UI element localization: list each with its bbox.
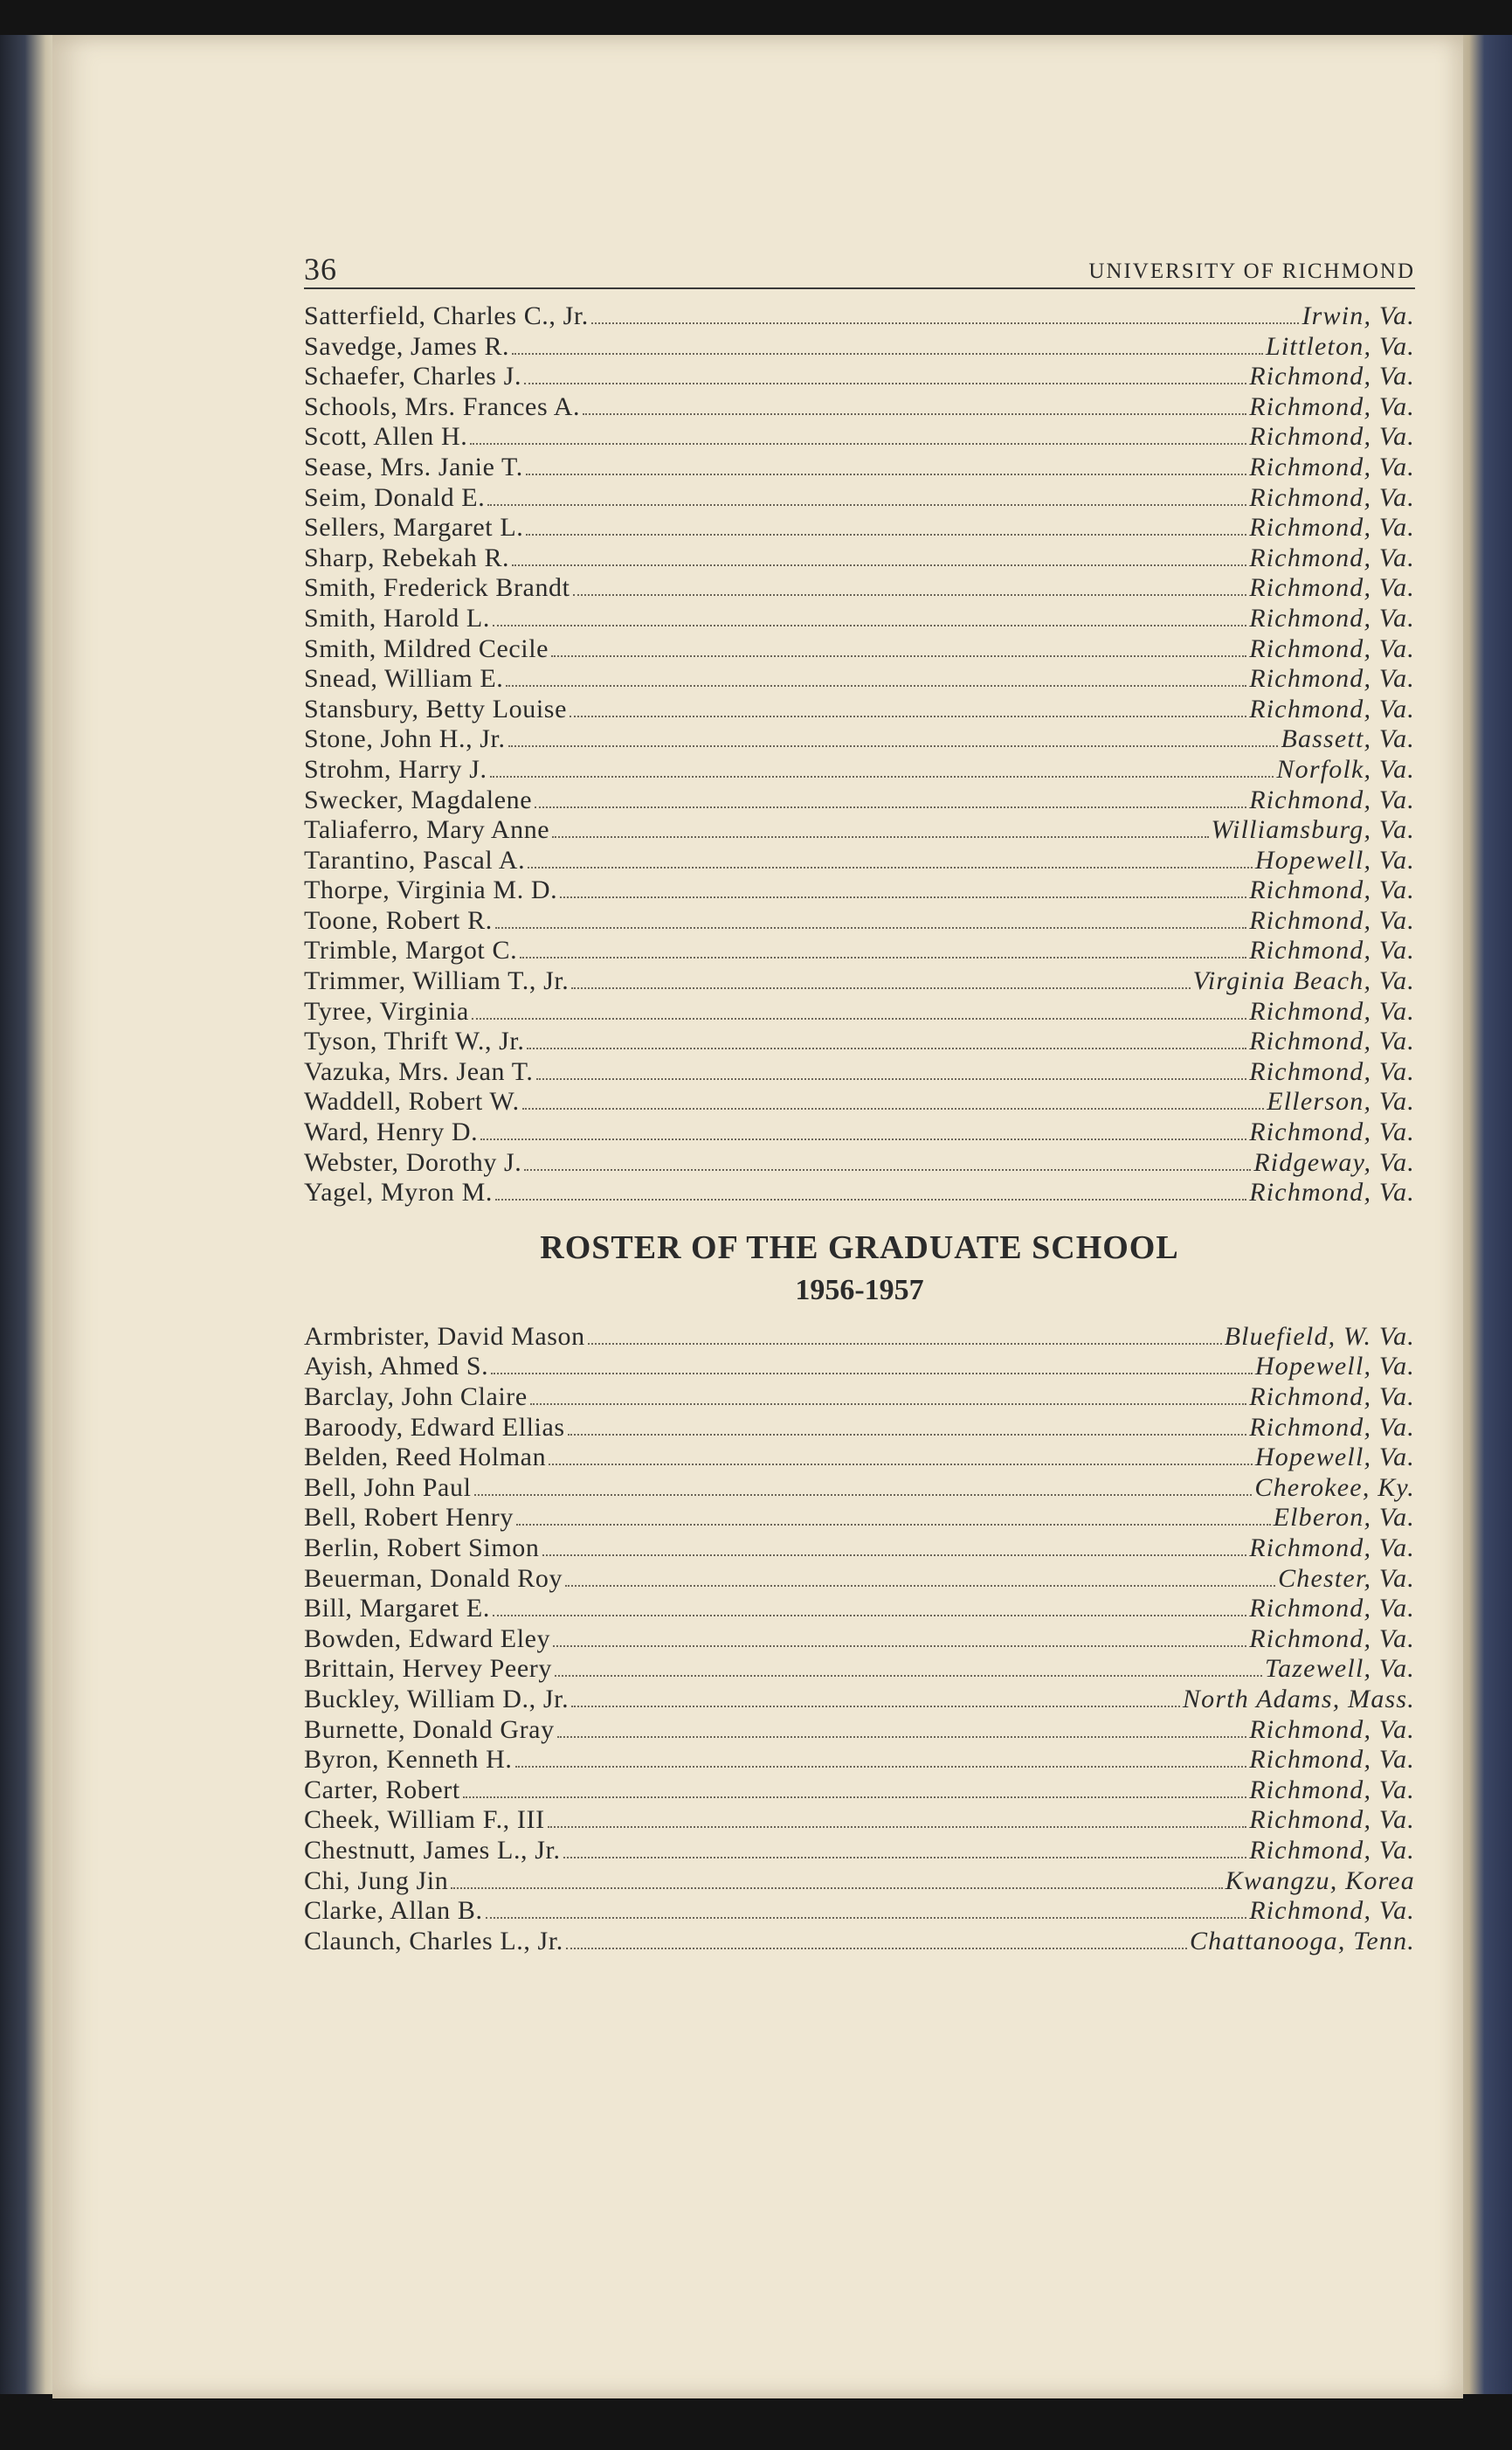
graduate-roster-list <box>304 1322 1415 1956</box>
roster-entry <box>304 1896 1415 1927</box>
entry-name: Smith, Mildred Cecile <box>304 633 549 663</box>
dot-leader <box>520 957 1246 959</box>
roster-entry <box>304 1866 1415 1897</box>
entry-hometown: Richmond, Va. <box>1249 1412 1415 1442</box>
entry-hometown: Richmond, Va. <box>1249 1896 1415 1926</box>
dot-leader <box>493 1615 1246 1616</box>
entry-name: Sease, Mrs. Janie T. <box>304 452 523 481</box>
section-heading: ROSTER OF THE GRADUATE SCHOOL <box>540 1228 1179 1266</box>
entry-hometown: Richmond, Va. <box>1249 875 1415 905</box>
roster-entry <box>304 1836 1415 1866</box>
entry-hometown: Richmond, Va. <box>1249 1382 1415 1411</box>
entry-name: Seim, Donald E. <box>304 482 486 512</box>
entry-hometown: Richmond, Va. <box>1249 633 1415 663</box>
dot-leader <box>591 322 1300 324</box>
entry-name: Buckley, William D., Jr. <box>304 1684 570 1713</box>
entry-name: Brittain, Hervey Peery <box>304 1654 552 1684</box>
roster-entry <box>304 1352 1415 1382</box>
roster-entry <box>304 846 1415 876</box>
section-year: 1956-1957 <box>795 1273 924 1306</box>
entry-hometown: Richmond, Va. <box>1249 543 1415 572</box>
dot-leader <box>490 776 1274 778</box>
entry-hometown: Richmond, Va. <box>1249 573 1415 603</box>
entry-name: Schools, Mrs. Frances A. <box>304 391 581 421</box>
entry-hometown: Richmond, Va. <box>1249 1056 1415 1086</box>
entry-hometown: Hopewell, Va. <box>1254 1443 1415 1472</box>
entry-hometown: Richmond, Va. <box>1249 452 1415 481</box>
dot-leader <box>506 685 1246 687</box>
entry-name: Strohm, Harry J. <box>304 754 487 784</box>
entry-name: Sellers, Margaret L. <box>304 513 524 543</box>
roster-entry <box>304 422 1415 453</box>
roster-entry <box>304 453 1415 483</box>
dot-leader <box>493 625 1246 626</box>
dot-leader <box>451 1887 1222 1889</box>
entry-hometown: Richmond, Va. <box>1249 603 1415 633</box>
entry-hometown: Richmond, Va. <box>1249 936 1415 965</box>
dot-leader <box>588 1343 1222 1345</box>
dot-leader <box>470 443 1246 445</box>
entry-name: Stone, John H., Jr. <box>304 724 506 754</box>
dot-leader <box>526 474 1246 475</box>
roster-entry <box>304 1624 1415 1655</box>
roster-entry <box>304 997 1415 1028</box>
dot-leader <box>571 1706 1180 1707</box>
entry-name: Claunch, Charles L., Jr. <box>304 1926 563 1955</box>
entry-hometown: Richmond, Va. <box>1249 694 1415 723</box>
entry-hometown: Tazewell, Va. <box>1264 1654 1415 1684</box>
dot-leader <box>566 1948 1187 1949</box>
entry-hometown: Hopewell, Va. <box>1254 1352 1415 1381</box>
dot-leader <box>549 1464 1253 1465</box>
entry-hometown: Chattanooga, Tenn. <box>1189 1926 1415 1955</box>
dot-leader <box>480 1138 1246 1140</box>
roster-entry <box>304 1473 1415 1504</box>
roster-entry <box>304 604 1415 634</box>
entry-name: Bowden, Edward Eley <box>304 1623 551 1653</box>
dot-leader <box>474 1494 1253 1496</box>
dot-leader <box>563 1857 1247 1858</box>
entry-name: Belden, Reed Holman <box>304 1443 547 1472</box>
roster-entry <box>304 815 1415 846</box>
entry-hometown: Ridgeway, Va. <box>1253 1147 1415 1177</box>
entry-hometown: Richmond, Va. <box>1249 513 1415 543</box>
roster-entry <box>304 786 1415 816</box>
dot-leader <box>557 1736 1247 1738</box>
dot-leader <box>491 1373 1253 1374</box>
entry-name: Trimmer, William T., Jr. <box>304 966 570 996</box>
dot-leader <box>535 806 1246 808</box>
entry-name: Baroody, Edward Ellias <box>304 1412 565 1442</box>
entry-name: Berlin, Robert Simon <box>304 1533 540 1562</box>
entry-hometown: Richmond, Va. <box>1249 1775 1415 1804</box>
entry-hometown: Richmond, Va. <box>1249 1178 1415 1208</box>
entry-name: Burnette, Donald Gray <box>304 1714 555 1744</box>
dot-leader <box>463 1796 1246 1798</box>
dot-leader <box>512 564 1246 566</box>
entry-name: Bell, John Paul <box>304 1472 472 1502</box>
roster-entry <box>304 1594 1415 1624</box>
dot-leader <box>486 1917 1247 1919</box>
entry-hometown: Virginia Beach, Va. <box>1192 966 1415 996</box>
entry-hometown: Chester, Va. <box>1278 1563 1415 1593</box>
dot-leader <box>527 1048 1246 1049</box>
dot-leader <box>530 1403 1246 1405</box>
entry-hometown: Richmond, Va. <box>1249 996 1415 1026</box>
roster-entry <box>304 483 1415 514</box>
entry-name: Sharp, Rebekah R. <box>304 543 510 572</box>
entry-hometown: Williamsburg, Va. <box>1211 815 1415 845</box>
entry-name: Bill, Margaret E. <box>304 1594 490 1623</box>
roster-entry <box>304 543 1415 574</box>
entry-hometown: Hopewell, Va. <box>1254 845 1415 875</box>
roster-entry <box>304 1745 1415 1775</box>
entry-name: Thorpe, Virginia M. D. <box>304 875 558 905</box>
entry-name: Barclay, John Claire <box>304 1382 528 1411</box>
entry-name: Chestnutt, James L., Jr. <box>304 1835 561 1865</box>
dot-leader <box>548 1826 1247 1828</box>
entry-hometown: Richmond, Va. <box>1249 1027 1415 1056</box>
entry-name: Armbrister, David Mason <box>304 1321 585 1351</box>
roster-entry <box>304 1503 1415 1533</box>
entry-hometown: Richmond, Va. <box>1249 1623 1415 1653</box>
roster-entry <box>304 392 1415 423</box>
entry-name: Scott, Allen H. <box>304 422 468 452</box>
dot-leader <box>560 896 1246 898</box>
entry-hometown: Elberon, Va. <box>1273 1503 1415 1533</box>
roster-entry <box>304 755 1415 786</box>
dot-leader <box>528 867 1253 869</box>
roster-entry <box>304 1322 1415 1353</box>
dot-leader <box>487 504 1246 506</box>
roster-entry <box>304 362 1415 392</box>
entry-hometown: Richmond, Va. <box>1249 664 1415 694</box>
roster-entry <box>304 1685 1415 1715</box>
entry-name: Tyson, Thrift W., Jr. <box>304 1027 525 1056</box>
dot-leader <box>552 836 1208 838</box>
roster-entry <box>304 1533 1415 1564</box>
roster-entry <box>304 1118 1415 1148</box>
entry-name: Ward, Henry D. <box>304 1118 479 1147</box>
roster-entry <box>304 1775 1415 1806</box>
dot-leader <box>570 716 1246 717</box>
dot-leader <box>472 1018 1246 1020</box>
entry-name: Yagel, Myron M. <box>304 1178 493 1208</box>
page-content <box>304 240 1415 1956</box>
entry-hometown: Richmond, Va. <box>1249 362 1415 391</box>
roster-entry <box>304 1564 1415 1595</box>
entry-name: Savedge, James R. <box>304 331 510 361</box>
entry-hometown: Richmond, Va. <box>1249 422 1415 452</box>
entry-name: Tarantino, Pascal A. <box>304 845 526 875</box>
dot-leader <box>551 655 1246 657</box>
entry-hometown: Littleton, Va. <box>1266 331 1415 361</box>
roster-entry <box>304 1382 1415 1413</box>
roster-entry <box>304 1413 1415 1443</box>
roster-entry <box>304 1027 1415 1057</box>
dot-leader <box>568 1434 1247 1436</box>
roster-entry <box>304 1443 1415 1473</box>
dot-leader <box>542 1554 1247 1556</box>
dot-leader <box>571 987 1190 989</box>
dot-leader <box>583 413 1246 415</box>
entry-hometown: Richmond, Va. <box>1249 1835 1415 1865</box>
entry-hometown: Norfolk, Va. <box>1276 754 1415 784</box>
entry-hometown: Richmond, Va. <box>1249 785 1415 814</box>
roster-entry <box>304 1178 1415 1208</box>
entry-name: Chi, Jung Jin <box>304 1865 449 1895</box>
entry-name: Byron, Kenneth H. <box>304 1745 513 1775</box>
entry-name: Vazuka, Mrs. Jean T. <box>304 1056 534 1086</box>
entry-name: Tyree, Virginia <box>304 996 469 1026</box>
dot-leader <box>522 1108 1265 1110</box>
roster-entry <box>304 332 1415 363</box>
page-number: 36 <box>304 252 337 287</box>
entry-name: Trimble, Margot C. <box>304 936 518 965</box>
student-roster-list <box>304 301 1415 1208</box>
roster-entry <box>304 695 1415 725</box>
entry-hometown: Richmond, Va. <box>1249 1118 1415 1147</box>
roster-entry <box>304 906 1415 937</box>
entry-hometown: Irwin, Va. <box>1301 301 1415 330</box>
roster-entry <box>304 1715 1415 1746</box>
dot-leader <box>565 1585 1275 1587</box>
entry-name: Stansbury, Betty Louise <box>304 694 567 723</box>
entry-name: Toone, Robert R. <box>304 905 493 935</box>
roster-entry <box>304 875 1415 906</box>
roster-entry <box>304 936 1415 966</box>
entry-name: Bell, Robert Henry <box>304 1503 514 1533</box>
entry-name: Webster, Dorothy J. <box>304 1147 522 1177</box>
entry-hometown: Richmond, Va. <box>1249 1714 1415 1744</box>
dot-leader <box>526 534 1246 536</box>
dot-leader <box>508 745 1279 747</box>
entry-name: Schaefer, Charles J. <box>304 362 522 391</box>
entry-hometown: Richmond, Va. <box>1249 1805 1415 1835</box>
entry-name: Satterfield, Charles C., Jr. <box>304 301 589 330</box>
entry-name: Swecker, Magdalene <box>304 785 533 814</box>
entry-hometown: Bassett, Va. <box>1281 724 1415 754</box>
entry-name: Clarke, Allan B. <box>304 1896 483 1926</box>
entry-hometown: Richmond, Va. <box>1249 1533 1415 1562</box>
running-title: UNIVERSITY OF RICHMOND <box>1088 260 1415 283</box>
roster-entry <box>304 1654 1415 1685</box>
entry-hometown: Ellerson, Va. <box>1267 1087 1415 1117</box>
entry-hometown: Bluefield, W. Va. <box>1224 1321 1415 1351</box>
roster-entry <box>304 634 1415 665</box>
entry-name: Cheek, William F., III <box>304 1805 545 1835</box>
entry-name: Smith, Frederick Brandt <box>304 573 570 603</box>
entry-name: Ayish, Ahmed S. <box>304 1352 489 1381</box>
running-header <box>304 240 1415 289</box>
entry-name: Taliaferro, Mary Anne <box>304 815 550 845</box>
roster-entry <box>304 573 1415 604</box>
dot-leader <box>573 594 1247 596</box>
entry-hometown: Richmond, Va. <box>1249 905 1415 935</box>
entry-hometown: Richmond, Va. <box>1249 1745 1415 1775</box>
entry-name: Carter, Robert <box>304 1775 460 1804</box>
dot-leader <box>555 1675 1262 1677</box>
dot-leader <box>515 1766 1247 1768</box>
dot-leader <box>553 1645 1246 1647</box>
entry-hometown: Richmond, Va. <box>1249 1594 1415 1623</box>
roster-entry <box>304 1148 1415 1179</box>
dot-leader <box>495 927 1246 929</box>
roster-entry <box>304 664 1415 695</box>
roster-entry <box>304 1087 1415 1118</box>
dot-leader <box>536 1078 1247 1080</box>
entry-name: Snead, William E. <box>304 664 504 694</box>
entry-name: Beuerman, Donald Roy <box>304 1563 563 1593</box>
entry-hometown: North Adams, Mass. <box>1182 1684 1415 1713</box>
roster-entry <box>304 1805 1415 1836</box>
dot-leader <box>516 1524 1271 1526</box>
entry-hometown: Richmond, Va. <box>1249 482 1415 512</box>
roster-entry <box>304 1057 1415 1088</box>
roster-entry <box>304 966 1415 997</box>
dot-leader <box>524 383 1246 384</box>
entry-name: Smith, Harold L. <box>304 603 490 633</box>
roster-entry <box>304 513 1415 543</box>
roster-entry <box>304 724 1415 755</box>
dot-leader <box>524 1169 1251 1171</box>
entry-hometown: Kwangzu, Korea <box>1225 1865 1415 1895</box>
entry-hometown: Richmond, Va. <box>1249 391 1415 421</box>
roster-entry <box>304 301 1415 332</box>
dot-leader <box>495 1199 1246 1201</box>
dot-leader <box>512 353 1263 355</box>
roster-entry <box>304 1927 1415 1957</box>
entry-hometown: Cherokee, Ky. <box>1254 1472 1415 1502</box>
entry-name: Waddell, Robert W. <box>304 1087 520 1117</box>
